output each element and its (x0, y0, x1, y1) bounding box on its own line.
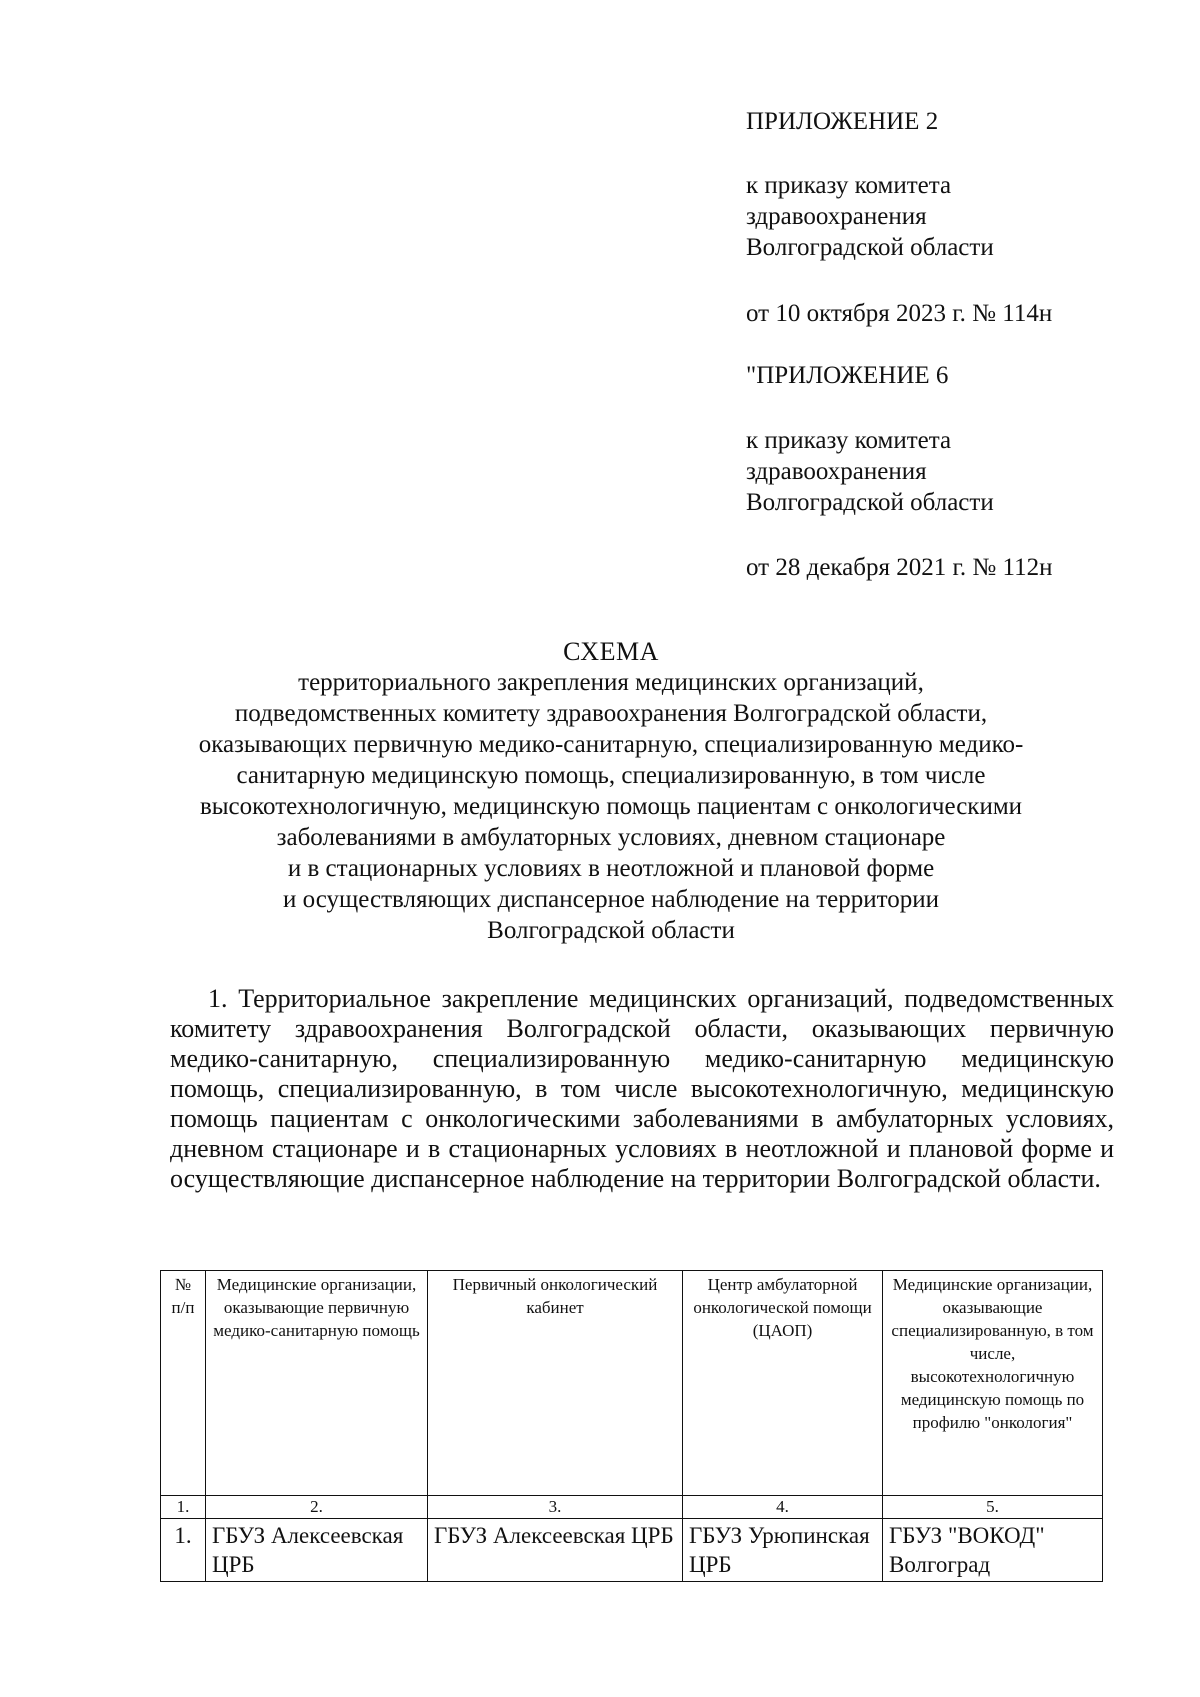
document-title (170, 636, 1052, 946)
appendix-6-label: "ПРИЛОЖЕНИЕ 6 (746, 362, 949, 389)
row-number: 1. (161, 1519, 206, 1582)
table-row (161, 1519, 1103, 1582)
column-number: 4. (683, 1496, 883, 1519)
title-line: заболеваниями в амбулаторных условиях, дневном стационаре (276, 824, 946, 851)
title-line: Волгоградской области (487, 917, 735, 944)
order-date: от 10 октября 2023 г. № 114н (746, 300, 1053, 327)
appendix-2-label: ПРИЛОЖЕНИЕ 2 (746, 108, 939, 135)
organizations-table (160, 1270, 1103, 1582)
title-line: оказывающих первичную медико-санитарную, специализированную медико- (198, 731, 1024, 758)
title-line: территориального закрепления медицинских организаций, (298, 669, 924, 696)
column-number: 1. (161, 1496, 206, 1519)
paragraph-text: 1. Территориальное закрепление медицинских организаций, подведомственных комитету здравоохранения Волгоградской области, оказывающих первичную медико-санитарную, специализированную медико-санитарную медицинскую помощь, специализированную, в том числе высокотехнологичную, медицинскую помощь пациентам с онкологическими заболеваниями в амбулаторных условиях, дневном стационаре и в стационарных условиях в неотложной и плановой форме и осуществляющие диспансерное наблюдение на территории Волгоградской области. (170, 984, 1114, 1193)
column-number: 5. (883, 1496, 1103, 1519)
specialized-care-org: ГБУЗ "ВОКОД" Волгоград (883, 1519, 1103, 1582)
primary-care-org: ГБУЗ Алексеевская ЦРБ (206, 1519, 428, 1582)
header-cell-specialized-care: Медицинские организации, оказывающие специализированную, в том числе, высокотехнологичную медицинскую помощь по профилю "онкология" (883, 1271, 1103, 1496)
caop-org: ГБУЗ Урюпинская ЦРБ (683, 1519, 883, 1582)
column-number-row (161, 1496, 1103, 1519)
header-cell-number: № п/п (161, 1271, 206, 1496)
title-line: и в стационарных условиях в неотложной и плановой форме (287, 855, 935, 882)
table-header-row (161, 1271, 1103, 1496)
order-ref-line: Волгоградской области (746, 489, 994, 516)
order-date: от 28 декабря 2021 г. № 112н (746, 554, 1053, 581)
order-ref-line: к приказу комитета (746, 427, 952, 454)
order-ref-line: здравоохранения (746, 458, 927, 485)
order-ref-line: здравоохранения (746, 203, 927, 230)
header-cell-oncology-office: Первичный онкологический кабинет (428, 1271, 683, 1496)
header-cell-caop: Центр амбулаторной онкологической помощи (ЦАОП) (683, 1271, 883, 1496)
oncology-office-org: ГБУЗ Алексеевская ЦРБ (428, 1519, 683, 1582)
title-line: подведомственных комитету здравоохранения Волгоградской области, (234, 700, 988, 727)
column-number: 2. (206, 1496, 428, 1519)
title-line: и осуществляющих диспансерное наблюдение на территории (283, 886, 939, 913)
order-ref-line: Волгоградской области (746, 234, 994, 261)
title-main: СХЕМА (563, 637, 659, 666)
title-line: высокотехнологичную, медицинскую помощь пациентам с онкологическими (199, 793, 1023, 820)
order-ref-line: к приказу комитета (746, 172, 952, 199)
column-number: 3. (428, 1496, 683, 1519)
title-line: санитарную медицинскую помощь, специализированную, в том числе (236, 762, 986, 789)
header-cell-primary-care: Медицинские организации, оказывающие первичную медико-санитарную помощь (206, 1271, 428, 1496)
body-paragraph (170, 984, 1114, 1194)
